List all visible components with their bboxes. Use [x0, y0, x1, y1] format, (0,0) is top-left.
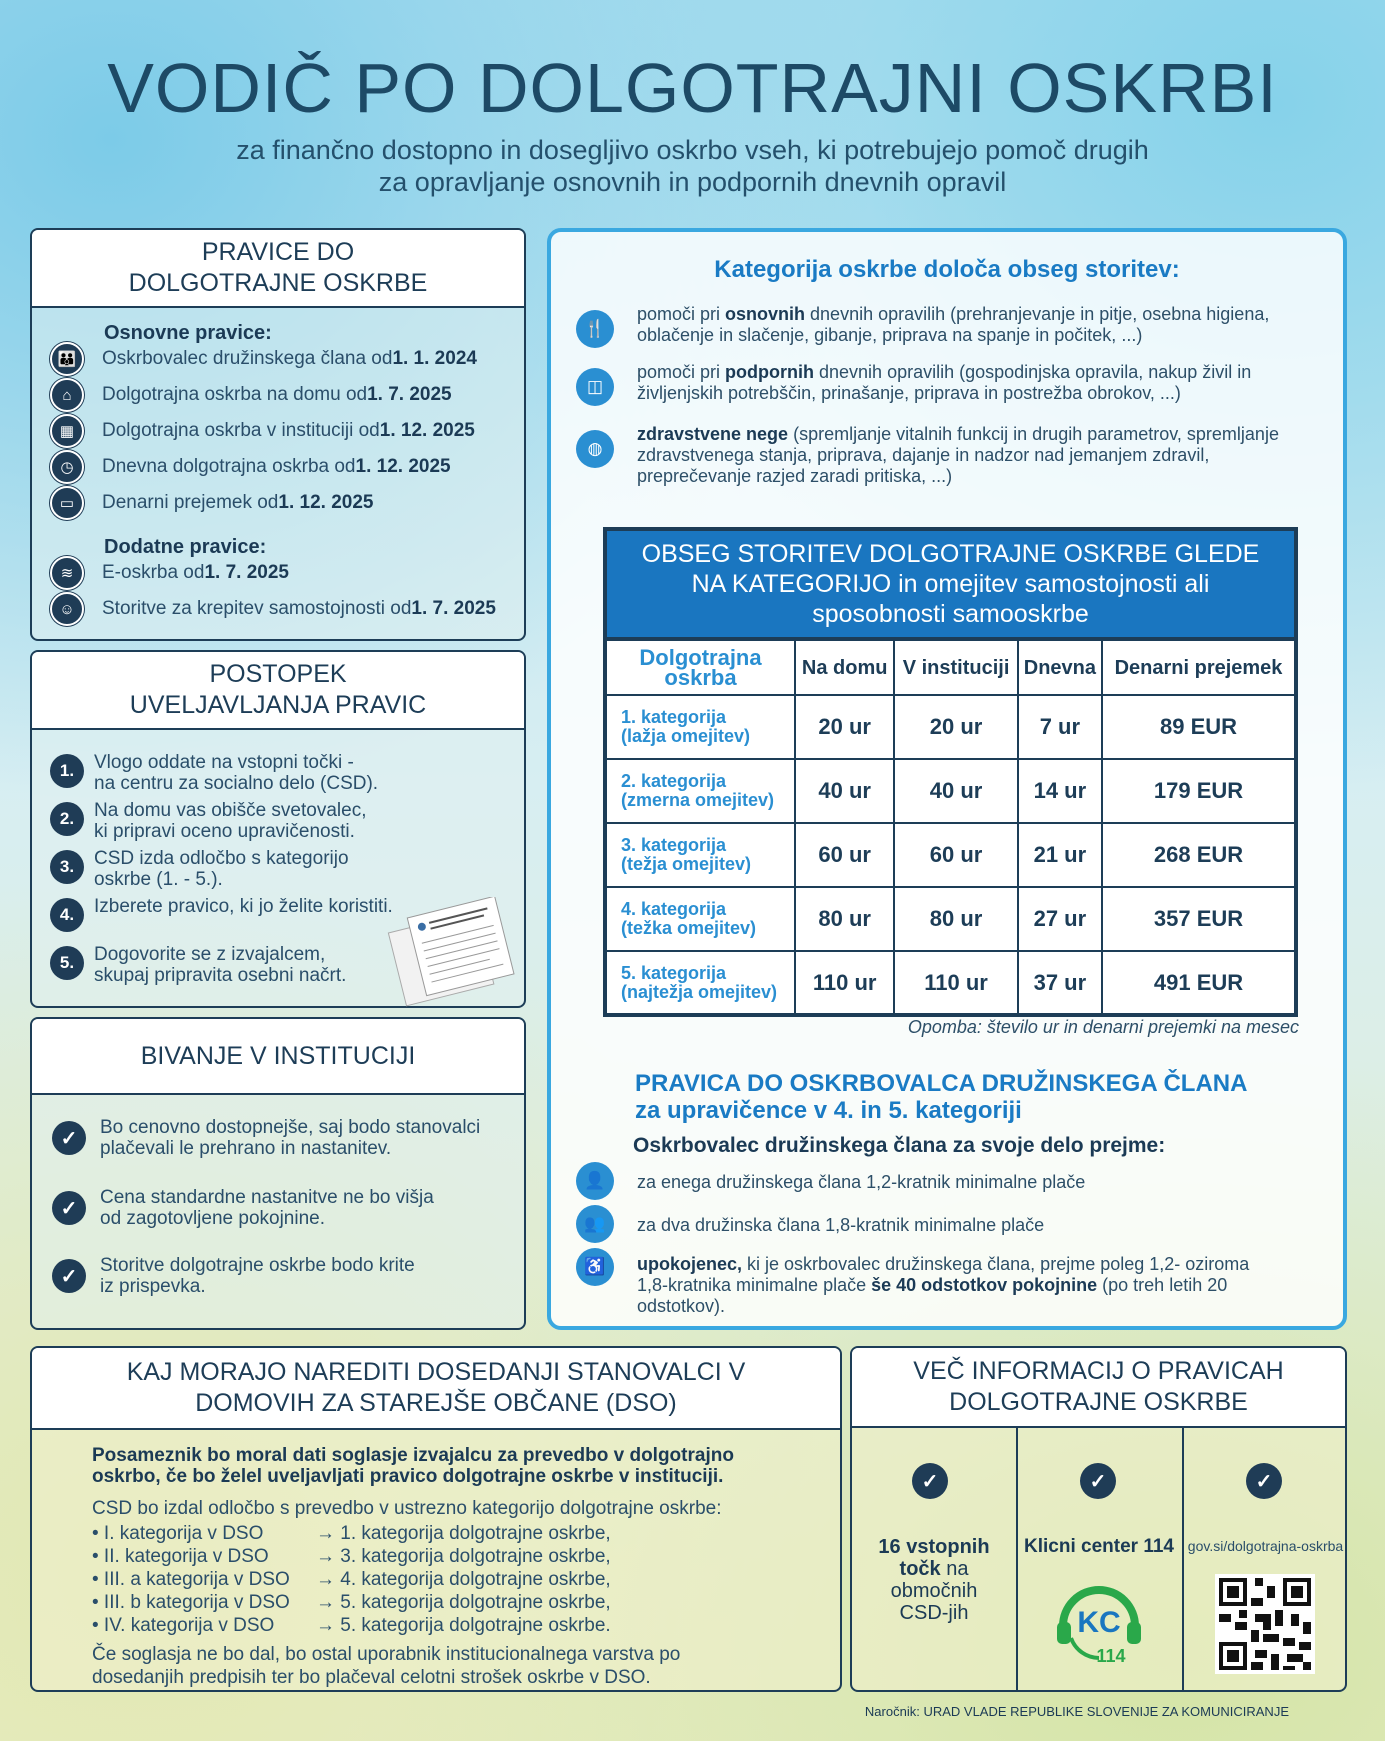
- dso-map-from: • I. kategorija v DSO: [92, 1523, 264, 1544]
- step-number: 4.: [50, 898, 84, 932]
- kategorija-heading: Kategorija oskrbe določa obseg storitev:: [714, 256, 1180, 283]
- page-subtitle: za finančno dostopno in dosegljivo oskrbo vseh, ki potrebujejo pomoč drugih za opravljanje osnovnih in podpornih dnevnih opravil: [236, 135, 1149, 197]
- value-cell: 27 ur: [1018, 887, 1102, 951]
- obseg-table-title: OBSEG STORITEV DOLGOTRAJNE OSKRBE GLEDE NA KATEGORIJO in omejitev samostojnosti ali sposobnosti samooskrbe: [603, 527, 1298, 637]
- step-text: Izberete pravico, ki jo želite koristiti.: [94, 896, 393, 917]
- page-title: VODIČ PO DOLGOTRAJNI OSKRBI: [107, 49, 1278, 127]
- value-cell: 7 ur: [1018, 695, 1102, 759]
- kategorija-item: pomoči pri podpornih dnevnih opravilih (gospodinjska opravila, nakup živil in življenjskih potrebščin, prinašanje, priprava in postrežba obrokov, ...): [637, 362, 1252, 403]
- dso-header: KAJ MORAJO NAREDITI DOSEDANJI STANOVALCI V DOMOVIH ZA STAREJŠE OBČANE (DSO): [32, 1348, 840, 1430]
- column-header: Na domu: [795, 639, 894, 695]
- wifi-icon: ≋: [50, 556, 84, 590]
- step-number: 5.: [50, 946, 84, 980]
- value-cell: 89 EUR: [1102, 695, 1296, 759]
- bivanje-item: ✓ Cena standardne nastanitve ne bo višja od zagotovljene pokojnine.: [52, 1187, 434, 1229]
- step-text: Vlogo oddate na vstopni točki - na centru za socialno delo (CSD).: [94, 752, 379, 794]
- value-cell: 40 ur: [894, 759, 1017, 823]
- shopping-bag-icon: ◫: [576, 368, 614, 406]
- dso-map-from: • II. kategorija v DSO: [92, 1546, 269, 1567]
- qr-code-image[interactable]: [1215, 1574, 1315, 1674]
- pravice-box: [30, 228, 526, 641]
- info-box: [850, 1346, 1347, 1692]
- kategorija-panel: [547, 228, 1347, 1330]
- value-cell: 37 ur: [1018, 951, 1102, 1015]
- info-header: VEČ INFORMACIJ O PRAVICAH DOLGOTRAJNE OSKRBE: [852, 1348, 1345, 1428]
- step-text: CSD izda odločbo s kategorijo oskrbe (1. - 5.).: [94, 848, 349, 890]
- table-row: [605, 823, 1296, 887]
- postopek-box: [30, 650, 526, 1008]
- dso-end: Če soglasja ne bo dal, bo ostal uporabnik institucionalnega varstva po dosedanjih predpisih ter bo plačeval celotni strošek oskrbe v DSO.: [92, 1644, 681, 1688]
- two-persons-icon: 👥: [576, 1205, 614, 1243]
- person-icon: 👤: [576, 1162, 614, 1200]
- bivanje-header: BIVANJE V INSTITUCIJI: [32, 1019, 524, 1095]
- column-header: Dnevna: [1018, 639, 1102, 695]
- value-cell: 357 EUR: [1102, 887, 1296, 951]
- value-cell: 21 ur: [1018, 823, 1102, 887]
- oskrbovalec-item-1: za enega družinskega člana 1,2-kratnik minimalne plače: [637, 1172, 1086, 1192]
- dso-map-from: • IV. kategorija v DSO: [92, 1615, 275, 1636]
- dodatna-pravica-item: ≋ E-oskrba od 1. 7. 2025: [50, 556, 289, 590]
- dso-map-to: → 5. kategorija dolgotrajne oskrbe.: [316, 1615, 611, 1636]
- money-icon: ▭: [50, 486, 84, 520]
- svg-text:KC: KC: [1077, 1606, 1121, 1639]
- obseg-table: [603, 637, 1298, 1017]
- category-cell: 4. kategorija (težka omejitev): [605, 887, 795, 951]
- table-row: [605, 887, 1296, 951]
- pills-icon: ◍: [576, 430, 614, 468]
- bivanje-item: ✓ Bo cenovno dostopnejše, saj bodo stanovalci plačevali le prehrano in nastanitev.: [52, 1117, 480, 1159]
- kc-114-logo: [1049, 1576, 1149, 1668]
- dso-map-to: → 1. kategorija dolgotrajne oskrbe,: [316, 1523, 611, 1544]
- value-cell: 60 ur: [894, 823, 1017, 887]
- osnovna-pravica-item: 👪 Oskrbovalec družinskega člana od 1. 1. 2024: [50, 342, 477, 376]
- building-icon: ▦: [50, 414, 84, 448]
- oskrbovalec-item-3: upokojenec, ki je oskrbovalec družinskega člana, prejme poleg 1,2- oziroma 1,8-kratnika minimalne plače še 40 odstotkov pokojnine (po treh letih 20 odstotkov).: [637, 1254, 1250, 1316]
- kategorija-item: pomoči pri osnovnih dnevnih opravilih (prehranjevanje in pitje, osebna higiena, oblačenje in slačenje, gibanje, priprava na spanje in počitek, ...): [637, 304, 1270, 345]
- value-cell: 80 ur: [894, 887, 1017, 951]
- table-row: [605, 951, 1296, 1015]
- step-number: 3.: [50, 850, 84, 884]
- pravice-header: PRAVICE DO DOLGOTRAJNE OSKRBE: [32, 230, 524, 308]
- dso-box: [30, 1346, 842, 1692]
- website-link[interactable]: gov.si/dolgotrajna-oskrba: [1187, 1538, 1344, 1554]
- table-row: [605, 695, 1296, 759]
- osnovne-label: Osnovne pravice:: [104, 322, 272, 344]
- person-strength-icon: ☺: [50, 592, 84, 626]
- column-header: V instituciji: [894, 639, 1017, 695]
- category-cell: 3. kategorija (težja omejitev): [605, 823, 795, 887]
- value-cell: 110 ur: [894, 951, 1017, 1015]
- clock-icon: ◷: [50, 450, 84, 484]
- value-cell: 179 EUR: [1102, 759, 1296, 823]
- klicni-center-text: Klicni center 114: [1024, 1536, 1174, 1557]
- step-text: Dogovorite se z izvajalcem, skupaj pripravita osebni načrt.: [94, 944, 347, 986]
- step-text: Na domu vas obišče svetovalec, ki pripravi oceno upravičenosti.: [94, 800, 367, 842]
- dso-intro: CSD bo izdal odločbo s prevedbo v ustrezno kategorijo dolgotrajne oskrbe:: [92, 1498, 722, 1519]
- check-icon: ✓: [52, 1191, 86, 1225]
- value-cell: 268 EUR: [1102, 823, 1296, 887]
- check-icon: ✓: [52, 1121, 86, 1155]
- postopek-header: POSTOPEK UVELJAVLJANJA PRAVIC: [32, 652, 524, 730]
- footer: Naročnik: URAD VLADE REPUBLIKE SLOVENIJE ZA KOMUNICIRANJE: [864, 1704, 1289, 1719]
- rocking-chair-icon: ♿: [576, 1248, 614, 1286]
- obseg-note: Opomba: število ur in denarni prejemki na mesec: [907, 1017, 1299, 1037]
- dodatne-label: Dodatne pravice:: [104, 536, 267, 558]
- svg-text:114: 114: [1096, 1646, 1126, 1666]
- dso-map-from: • III. b kategorija v DSO: [92, 1592, 290, 1613]
- dodatna-pravica-item: ☺ Storitve za krepitev samostojnosti od 1. 7. 2025: [50, 592, 496, 626]
- bivanje-box: [30, 1017, 526, 1330]
- application-form-image: [387, 897, 527, 1007]
- vstopne-tocke-text: 16 vstopnih točk na območnih CSD-jih: [878, 1536, 990, 1624]
- step-number: 2.: [50, 802, 84, 836]
- family-icon: 👪: [50, 342, 84, 376]
- value-cell: 20 ur: [795, 695, 894, 759]
- check-icon: ✓: [1080, 1463, 1116, 1499]
- cutlery-icon: 🍴: [576, 310, 614, 348]
- oskrbovalec-item-2: za dva družinska člana 1,8-kratnik minimalne plače: [637, 1215, 1045, 1235]
- category-cell: 5. kategorija (najtežja omejitev): [605, 951, 795, 1015]
- osnovna-pravica-item: ▭ Denarni prejemek od 1. 12. 2025: [50, 486, 373, 520]
- oskrbovalec-title: PRAVICA DO OSKRBOVALCA DRUŽINSKEGA ČLANA za upravičence v 4. in 5. kategoriji: [635, 1070, 1248, 1124]
- kategorija-item: zdravstvene nege (spremljanje vitalnih funkcij in drugih parametrov, spremljanje zdravstvenega stanja, priprava, dajanje in nadzor nad jemanjem zdravil, preprečevanje razjed zaradi pritiska, ...): [637, 424, 1279, 486]
- column-header: Denarni prejemek: [1102, 639, 1296, 695]
- value-cell: 60 ur: [795, 823, 894, 887]
- category-cell: 2. kategorija (zmerna omejitev): [605, 759, 795, 823]
- value-cell: 14 ur: [1018, 759, 1102, 823]
- check-icon: ✓: [52, 1259, 86, 1293]
- category-cell: 1. kategorija (lažja omejitev): [605, 695, 795, 759]
- dso-map-to: → 5. kategorija dolgotrajne oskrbe,: [316, 1592, 611, 1613]
- value-cell: 110 ur: [795, 951, 894, 1015]
- osnovna-pravica-item: ▦ Dolgotrajna oskrba v instituciji od 1. 12. 2025: [50, 414, 475, 448]
- oskrbovalec-lead: Oskrbovalec družinskega člana za svoje delo prejme:: [633, 1134, 1166, 1157]
- value-cell: 40 ur: [795, 759, 894, 823]
- osnovna-pravica-item: ◷ Dnevna dolgotrajna oskrba od 1. 12. 2025: [50, 450, 451, 484]
- dso-map-to: → 4. kategorija dolgotrajne oskrbe,: [316, 1569, 611, 1590]
- column-header: Dolgotrajna oskrba: [605, 639, 795, 695]
- value-cell: 491 EUR: [1102, 951, 1296, 1015]
- table-row: [605, 759, 1296, 823]
- dso-map-from: • III. a kategorija v DSO: [92, 1569, 290, 1590]
- check-icon: ✓: [912, 1463, 948, 1499]
- osnovna-pravica-item: ⌂ Dolgotrajna oskrba na domu od 1. 7. 2025: [50, 378, 452, 412]
- step-number: 1.: [50, 754, 84, 788]
- dso-lead: Posameznik bo moral dati soglasje izvajalcu za prevedbo v dolgotrajno oskrbo, če bo želel uveljavljati pravico dolgotrajne oskrbe v instituciji.: [92, 1445, 734, 1487]
- value-cell: 20 ur: [894, 695, 1017, 759]
- check-icon: ✓: [1246, 1463, 1282, 1499]
- table-header-row: [605, 639, 1296, 695]
- bivanje-item: ✓ Storitve dolgotrajne oskrbe bodo krite iz prispevka.: [52, 1255, 415, 1297]
- value-cell: 80 ur: [795, 887, 894, 951]
- dso-map-to: → 3. kategorija dolgotrajne oskrbe,: [316, 1546, 611, 1567]
- home-icon: ⌂: [50, 378, 84, 412]
